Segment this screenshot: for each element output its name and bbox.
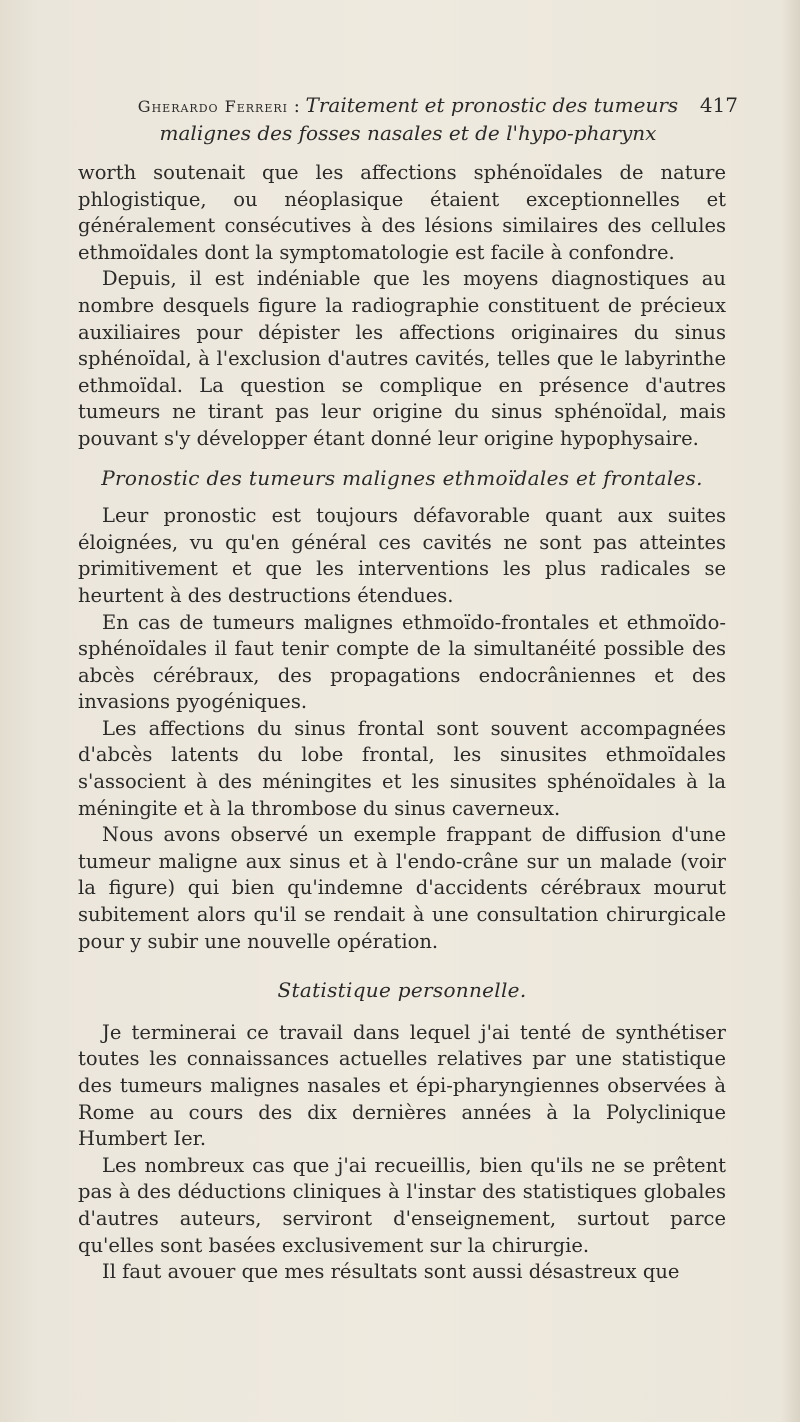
paragraph-2: Depuis, il est indéniable que les moyens diagnostiques au nombre desquels figure la radiographie constituent de précieux auxiliaires pour dépister les affections originaires du sinus sphénoïdal, à l'exclusion d'autres cavités, telles que le labyrinthe ethmoïdal. La question se complique en présence d'autres tumeurs ne tirant pas leur origine du sinus sphénoïdal, mais pouvant s'y développer étant donné leur origine hypophysaire. — [78, 267, 726, 450]
author-name: Gherardo Ferreri — [137, 97, 288, 116]
header-separator: : — [288, 96, 306, 117]
page-body — [78, 160, 726, 1286]
paragraph-7: Je terminerai ce travail dans lequel j'ai tenté de synthétiser toutes les connaissances actuelles relatives par une statistique des tumeurs malignes nasales et épi-pharyngiennes observées à Rome au cours des dix dernières années à la Polyclinique Humbert Ier. — [78, 1020, 726, 1151]
section-heading-pronostic: Pronostic des tumeurs malignes ethmoïdales et frontales. — [101, 465, 703, 490]
paragraph-4: En cas de tumeurs malignes ethmoïdo-frontales et ethmoïdo-sphénoïdales il faut tenir compte de la simultanéité possible des abcès cérébraux, des propagations endocrâniennes et des invasions pyogéniques. — [78, 610, 726, 714]
paragraph-5: Les affections du sinus frontal sont souvent accompagnées d'abcès latents du lobe frontal, les sinusites ethmoïdales s'associent à des méningites et les sinusites sphénoïdales à la méningite et à la thrombose du sinus caverneux. — [78, 716, 726, 820]
paragraph-3: Leur pronostic est toujours défavorable quant aux suites éloignées, vu qu'en général ces cavités ne sont pas atteintes primitivement et que les interventions les plus radicales se heurtent à des destructions étendues. — [78, 504, 726, 607]
running-head — [78, 92, 738, 146]
running-head-line-1 — [78, 92, 738, 120]
paragraph-1: worth soutenait que les affections sphénoïdales de nature phlogistique, ou néoplasique étaient exceptionnelles et généralement consécutives à des lésions similaires des cellules ethmoïdales dont la symptomatologie est facile à confondre. — [78, 161, 726, 264]
paragraph-6: Nous avons observé un exemple frappant de diffusion d'une tumeur maligne aux sinus et à l'endo-crâne sur un malade (voir la figure) qui bien qu'indemne d'accidents cérébraux mourut subitement alors qu'il se rendait à une consultation chirurgicale pour y subir une nouvelle opération. — [78, 823, 726, 953]
section-heading-statistique: Statistique personnelle. — [277, 978, 527, 1003]
paragraph-9: Il faut avouer que mes résultats sont aussi désastreux que — [102, 1260, 680, 1284]
page-number: 417 — [699, 93, 738, 117]
paragraph-8: Les nombreux cas que j'ai recueillis, bien qu'ils ne se prêtent pas à des déductions cliniques à l'instar des statistiques globales d'autres auteurs, serviront d'enseignement, surtout parce qu'elles sont basées exclusivement sur la chirurgie. — [78, 1153, 726, 1257]
chapter-title-line-1: Traitement et pronostic des tumeurs — [305, 93, 679, 117]
chapter-title-line-2: malignes des fosses nasales et de l'hypo-pharynx — [159, 121, 657, 145]
